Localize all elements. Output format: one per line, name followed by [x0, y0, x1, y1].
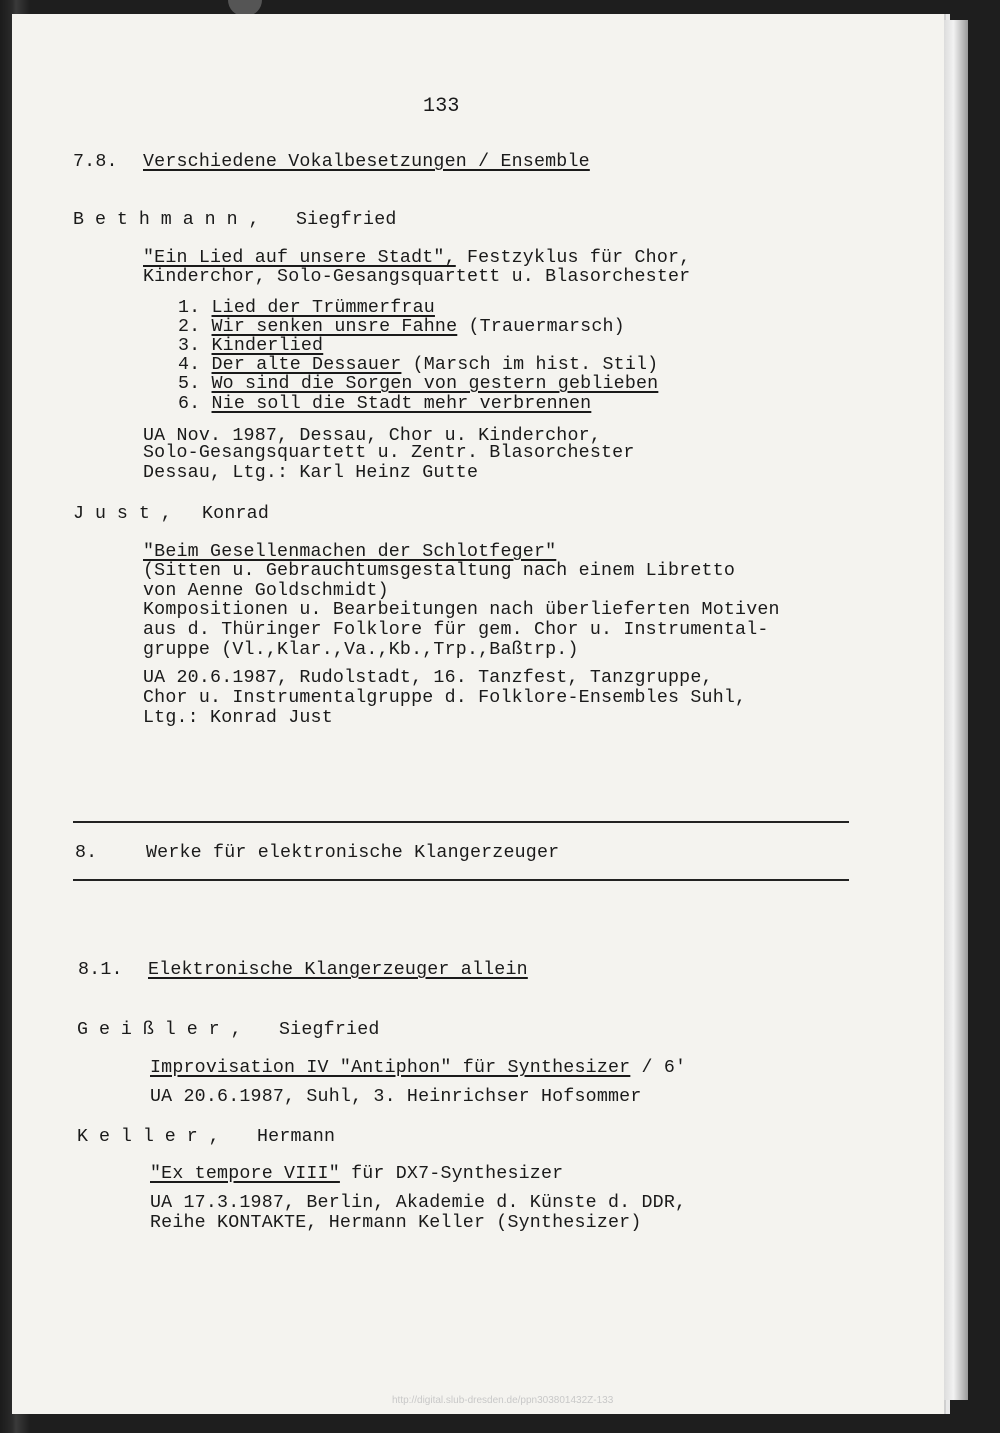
composer-surname-geissler: G e i ß l e r , [77, 1020, 242, 1040]
page-stack-edge [944, 20, 968, 1400]
premiere-line: UA Nov. 1987, Dessau, Chor u. Kinderchor, [143, 426, 601, 446]
section-8-title: Werke für elektronische Klangerzeuger [146, 843, 560, 863]
work-genre-bethmann: Festzyklus für Chor, [455, 248, 691, 268]
work-title-bethmann: "Ein Lied auf unsere Stadt", [143, 248, 456, 268]
work-desc-line: von Aenne Goldschmidt) [143, 581, 389, 601]
work-desc-line: aus d. Thüringer Folklore für gem. Chor u. Instrumental- [143, 620, 769, 640]
premiere-line: UA 20.6.1987, Rudolstadt, 16. Tanzfest, Tanzgruppe, [143, 668, 713, 688]
composer-surname-keller: K e l l e r , [77, 1127, 220, 1147]
movement-item: 1. Lied der Trümmerfrau [178, 298, 435, 318]
section-8-1-title: Elektronische Klangerzeuger allein [148, 960, 528, 980]
composer-given-geissler: Siegfried [279, 1020, 380, 1040]
premiere-line: Ltg.: Konrad Just [143, 708, 333, 728]
section-7-8-number: 7.8. [73, 152, 118, 172]
section-7-8-title: Verschiedene Vokalbesetzungen / Ensemble [143, 152, 590, 172]
movement-item: 5. Wo sind die Sorgen von gestern geblieben [178, 374, 659, 394]
composer-given-just: Konrad [202, 504, 270, 524]
composer-given-bethmann: Siegfried [296, 210, 397, 230]
composer-given-keller: Hermann [257, 1127, 336, 1147]
divider-rule-bottom [73, 879, 849, 881]
page-number: 133 [423, 95, 460, 118]
work-title-just: "Beim Gesellenmachen der Schlotfeger" [143, 542, 557, 562]
premiere-line: Reihe KONTAKTE, Hermann Keller (Synthesizer) [150, 1213, 642, 1233]
work-desc-line: Kompositionen u. Bearbeitungen nach überlieferten Motiven [143, 600, 780, 620]
premiere-line: Dessau, Ltg.: Karl Heinz Gutte [143, 463, 479, 483]
work-desc-line: (Sitten u. Gebrauchtumsgestaltung nach einem Libretto [143, 561, 736, 581]
premiere-line: Solo-Gesangsquartett u. Zentr. Blasorchester [143, 443, 635, 463]
premiere-line: Chor u. Instrumentalgruppe d. Folklore-Ensembles Suhl, [143, 688, 747, 708]
work-title-geissler: Improvisation IV "Antiphon" für Synthesizer [150, 1058, 631, 1078]
work-title-line-keller [150, 1164, 563, 1184]
section-8-1-number: 8.1. [78, 960, 123, 980]
work-scoring-bethmann: Kinderchor, Solo-Gesangsquartett u. Blasorchester [143, 267, 691, 287]
movement-item: 6. Nie soll die Stadt mehr verbrennen [178, 394, 592, 414]
premiere-line: UA 20.6.1987, Suhl, 3. Heinrichser Hofsommer [150, 1087, 642, 1107]
movement-item: 3. Kinderlied [178, 336, 324, 356]
work-title-line-geissler [150, 1058, 686, 1078]
work-title-line-bethmann [143, 248, 690, 268]
divider-rule-top [73, 821, 849, 823]
section-8-number: 8. [75, 843, 98, 863]
composer-surname-just: J u s t , [73, 504, 172, 524]
premiere-line: UA 17.3.1987, Berlin, Akademie d. Künste d. DDR, [150, 1193, 687, 1213]
composer-surname-bethmann: B e t h m a n n , [73, 210, 260, 230]
work-scoring-keller: für DX7-Synthesizer [339, 1164, 564, 1184]
source-url: http://digital.slub-dresden.de/ppn303801432Z-133 [392, 1395, 614, 1406]
work-desc-line: gruppe (Vl.,Klar.,Va.,Kb.,Trp.,Baßtrp.) [143, 640, 579, 660]
movement-item: 2. Wir senken unsre Fahne (Trauermarsch) [178, 317, 625, 337]
work-title-keller: "Ex tempore VIII" [150, 1164, 340, 1184]
movement-item: 4. Der alte Dessauer (Marsch im hist. Stil) [178, 355, 659, 375]
work-duration-geissler: / 6' [630, 1058, 687, 1078]
